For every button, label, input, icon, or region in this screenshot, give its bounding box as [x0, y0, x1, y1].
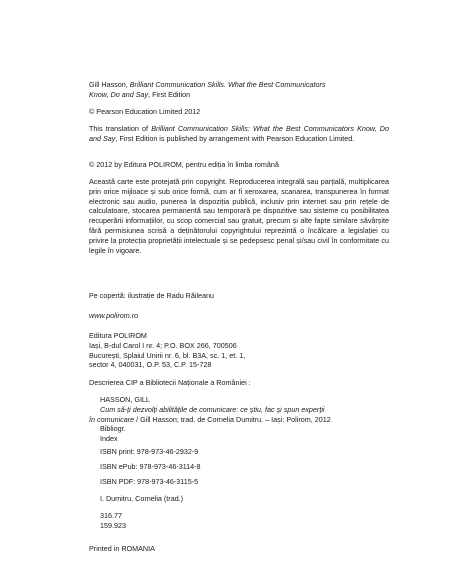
- cip-title-cont: în comunicare: [89, 414, 135, 424]
- isbn-pdf: ISBN PDF: 978-973-46-3115-5: [100, 477, 199, 486]
- isbn-pdf-row: [89, 477, 389, 487]
- isbn-epub-row: [89, 462, 389, 472]
- copyright-notice-text: Această carte este protejată prin copyright. Reproducerea integrală sau parțială, multiplicarea prin orice mijloace și sub orice formă, cum ar fi xeroxarea, scanarea, transpunerea în format electronic sau audio, punerea la dispoziția publică, inclusiv prin internet sau prin rețele de calculatoare, stocarea permanentă sau temporară pe dispozitive sau sisteme cu posibilitatea recuperării informațiilor, cu scop comercial sau gratuit, precum și alte fapte similare săvârșite fără permisiunea scrisă a deținătorului copyrightului reprezintă o încălcare a legislației cu privire la protecția proprietății intelectuale și se pedepsesc penal și/sau civil în conformitate cu legile în vigoare.: [89, 177, 389, 255]
- cip-classification: [89, 511, 389, 531]
- pearson-copyright: [89, 107, 389, 117]
- polirom-copyright: [89, 160, 389, 170]
- pearson-copyright-text: © Pearson Education Limited 2012: [89, 107, 201, 116]
- translation-note: [89, 124, 389, 144]
- printed-in: [89, 544, 389, 554]
- cip-translator-text: I. Dumitru, Cornelia (trad.): [100, 494, 184, 503]
- cip-class-number: 159.923: [100, 520, 126, 530]
- cip-heading-text: Descrierea CIP a Bibliotecii Naționale a României :: [89, 378, 251, 387]
- publisher-address-line: București, Splaiul Unirii nr. 6, bl. B3A, sc. 1, et. 1,: [89, 350, 246, 360]
- cip-bibliogr: Bibliogr.: [100, 424, 126, 434]
- isbn-print: ISBN print: 978-973-46-2932-9: [100, 447, 199, 456]
- publisher-address-line: sector 4, 040031, O.P. 53, C.P. 15-728: [89, 360, 212, 370]
- website: [89, 311, 389, 321]
- website-link: www.polirom.ro: [89, 311, 139, 320]
- publisher-address-line: Iași, B-dul Carol I nr. 4; P.O. BOX 266, 700506: [89, 340, 237, 350]
- printed-in-text: Printed in ROMANIA: [89, 544, 155, 553]
- isbn-epub: ISBN ePub: 978-973-46-3114-8: [100, 462, 201, 471]
- author-name: Gill Hasson,: [89, 80, 130, 89]
- cover-credit-text: Pe copertă: ilustrație de Radu Răileanu: [89, 291, 215, 300]
- original-edition: [89, 80, 389, 100]
- cover-credit: [89, 291, 389, 301]
- cip-heading: [89, 378, 389, 388]
- cip-responsibility: / Gill Hasson; trad. de Cornelia Dumitru. – Iași: Polirom, 2012: [134, 414, 331, 424]
- publisher-name: Editura POLIROM: [89, 331, 147, 340]
- cip-author: HASSON, GILL: [100, 395, 150, 404]
- translation-title: Brilliant Communication Skills: What the Best Communicators Know, Do and Say: [89, 124, 389, 143]
- cip-class-number: 316.77: [100, 511, 122, 520]
- copyright-notice: [89, 177, 389, 255]
- original-title: Brilliant Communication Skills. What the Best Communicators: [129, 80, 326, 89]
- translation-post: , First Edition is published by arrangement with Pearson Education Limited.: [115, 133, 355, 143]
- cip-record: [89, 395, 399, 444]
- publisher-info: [89, 331, 389, 370]
- isbn-list: [89, 447, 389, 457]
- original-title-cont: Know, Do and Say: [89, 89, 149, 99]
- translation-pre: This translation of: [89, 124, 152, 133]
- edition-label: , First Edition: [148, 89, 191, 99]
- polirom-copyright-text: © 2012 by Editura POLIROM, pentru ediția în limba română: [89, 160, 279, 169]
- cip-translator: [89, 494, 389, 504]
- cip-index: Index: [100, 434, 118, 444]
- cip-title: Cum să-ți dezvolți abilitățile de comunicare: ce știu, fac și spun experții: [100, 404, 325, 414]
